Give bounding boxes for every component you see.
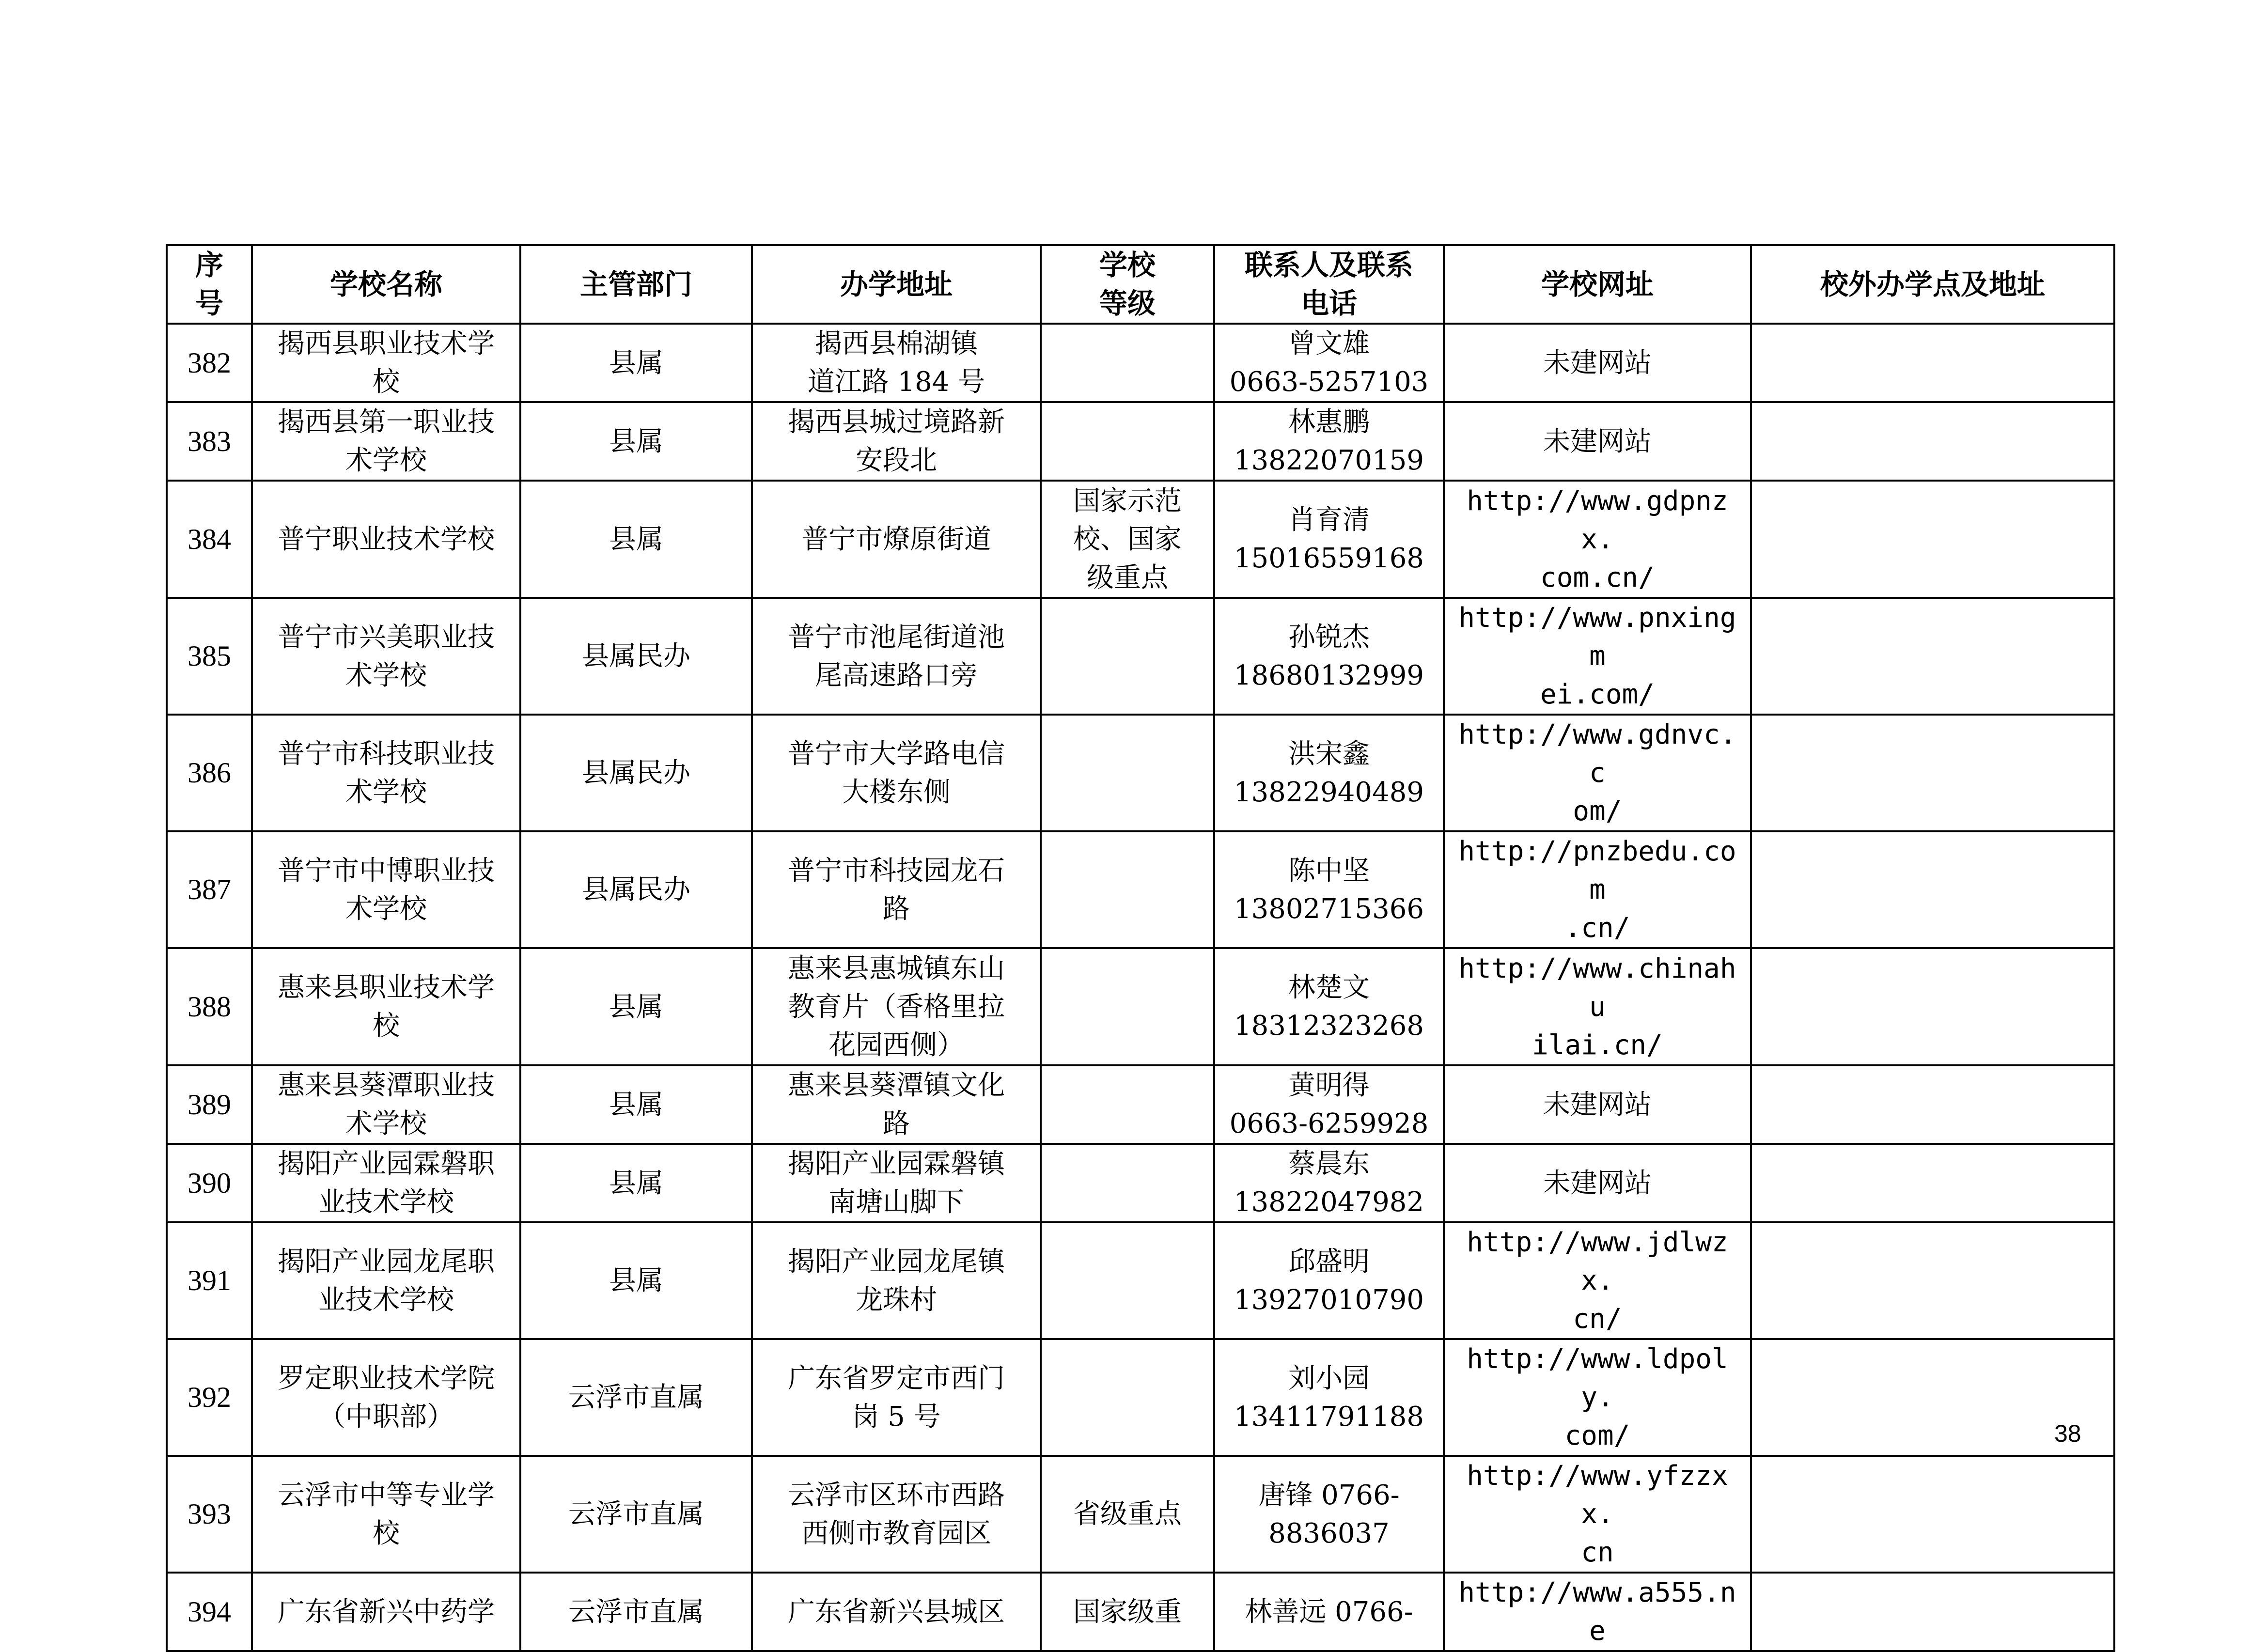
cell-address: 惠来县葵潭镇文化 路 xyxy=(752,1065,1041,1144)
cell-website: http://www.jdlwzx. cn/ xyxy=(1444,1222,1751,1339)
table-row xyxy=(167,948,2114,1065)
cell-address: 普宁市科技园龙石 路 xyxy=(752,831,1041,948)
cell-department: 县属 xyxy=(520,1222,752,1339)
cell-department: 云浮市直属 xyxy=(520,1339,752,1456)
cell-school-name: 惠来县职业技术学 校 xyxy=(252,948,520,1065)
cell-contact: 邱盛明 13927010790 xyxy=(1214,1222,1444,1339)
cell-index: 389 xyxy=(167,1065,252,1144)
cell-contact: 黄明得 0663-6259928 xyxy=(1214,1065,1444,1144)
table-row xyxy=(167,481,2114,598)
cell-level xyxy=(1041,1144,1214,1222)
header-index: 序 号 xyxy=(167,245,252,324)
cell-department: 县属民办 xyxy=(520,831,752,948)
table-body xyxy=(167,324,2114,1651)
cell-contact: 林楚文 18312323268 xyxy=(1214,948,1444,1065)
header-department: 主管部门 xyxy=(520,245,752,324)
cell-school-name: 广东省新兴中药学 xyxy=(252,1573,520,1651)
cell-website: 未建网站 xyxy=(1444,402,1751,481)
cell-branch-sites xyxy=(1751,598,2114,715)
cell-department: 云浮市直属 xyxy=(520,1456,752,1573)
cell-website: http://www.pnxingm ei.com/ xyxy=(1444,598,1751,715)
cell-branch-sites xyxy=(1751,402,2114,481)
table-row xyxy=(167,1222,2114,1339)
cell-level xyxy=(1041,324,1214,402)
cell-contact: 洪宋鑫 13822940489 xyxy=(1214,715,1444,831)
cell-contact: 孙锐杰 18680132999 xyxy=(1214,598,1444,715)
cell-website: 未建网站 xyxy=(1444,1065,1751,1144)
cell-address: 揭阳产业园霖磐镇 南塘山脚下 xyxy=(752,1144,1041,1222)
cell-branch-sites xyxy=(1751,1144,2114,1222)
cell-school-name: 揭西县第一职业技 术学校 xyxy=(252,402,520,481)
cell-department: 县属 xyxy=(520,948,752,1065)
cell-department: 县属 xyxy=(520,1065,752,1144)
cell-index: 386 xyxy=(167,715,252,831)
header-address: 办学地址 xyxy=(752,245,1041,324)
cell-department: 县属民办 xyxy=(520,715,752,831)
table-row xyxy=(167,715,2114,831)
cell-level xyxy=(1041,598,1214,715)
cell-branch-sites xyxy=(1751,948,2114,1065)
cell-level: 国家示范 校、国家 级重点 xyxy=(1041,481,1214,598)
cell-address: 揭阳产业园龙尾镇 龙珠村 xyxy=(752,1222,1041,1339)
cell-contact: 曾文雄 0663-5257103 xyxy=(1214,324,1444,402)
table-row xyxy=(167,831,2114,948)
table-row xyxy=(167,402,2114,481)
cell-address: 揭西县棉湖镇 道江路 184 号 xyxy=(752,324,1041,402)
cell-department: 云浮市直属 xyxy=(520,1573,752,1651)
cell-index: 383 xyxy=(167,402,252,481)
cell-contact: 林善远 0766- xyxy=(1214,1573,1444,1651)
table-row xyxy=(167,1573,2114,1651)
cell-address: 普宁市池尾街道池 尾高速路口旁 xyxy=(752,598,1041,715)
table-row xyxy=(167,324,2114,402)
header-branch-sites: 校外办学点及地址 xyxy=(1751,245,2114,324)
header-level: 学校 等级 xyxy=(1041,245,1214,324)
cell-address: 揭西县城过境路新 安段北 xyxy=(752,402,1041,481)
cell-department: 县属 xyxy=(520,481,752,598)
cell-website: http://www.gdnvc.c om/ xyxy=(1444,715,1751,831)
table-row xyxy=(167,1456,2114,1573)
page-number: 38 xyxy=(2054,1420,2081,1447)
cell-website: http://www.chinahu ilai.cn/ xyxy=(1444,948,1751,1065)
cell-department: 县属民办 xyxy=(520,598,752,715)
cell-address: 惠来县惠城镇东山 教育片（香格里拉 花园西侧） xyxy=(752,948,1041,1065)
cell-school-name: 普宁市中博职业技 术学校 xyxy=(252,831,520,948)
cell-branch-sites xyxy=(1751,481,2114,598)
cell-contact: 唐锋 0766- 8836037 xyxy=(1214,1456,1444,1573)
cell-index: 388 xyxy=(167,948,252,1065)
cell-website: 未建网站 xyxy=(1444,324,1751,402)
cell-address: 云浮市区环市西路 西侧市教育园区 xyxy=(752,1456,1041,1573)
cell-level xyxy=(1041,948,1214,1065)
cell-branch-sites xyxy=(1751,1456,2114,1573)
cell-school-name: 揭阳产业园龙尾职 业技术学校 xyxy=(252,1222,520,1339)
cell-department: 县属 xyxy=(520,1144,752,1222)
cell-index: 393 xyxy=(167,1456,252,1573)
table-row xyxy=(167,1065,2114,1144)
header-website: 学校网址 xyxy=(1444,245,1751,324)
cell-level: 省级重点 xyxy=(1041,1456,1214,1573)
cell-school-name: 云浮市中等专业学 校 xyxy=(252,1456,520,1573)
cell-school-name: 罗定职业技术学院 （中职部） xyxy=(252,1339,520,1456)
cell-contact: 肖育清 15016559168 xyxy=(1214,481,1444,598)
cell-school-name: 普宁市兴美职业技 术学校 xyxy=(252,598,520,715)
cell-level xyxy=(1041,715,1214,831)
cell-school-name: 揭西县职业技术学 校 xyxy=(252,324,520,402)
cell-contact: 陈中坚 13802715366 xyxy=(1214,831,1444,948)
cell-index: 384 xyxy=(167,481,252,598)
cell-address: 普宁市大学路电信 大楼东侧 xyxy=(752,715,1041,831)
cell-website: http://www.yfzzxx. cn xyxy=(1444,1456,1751,1573)
school-table xyxy=(166,244,2115,1652)
cell-level xyxy=(1041,402,1214,481)
cell-level xyxy=(1041,1065,1214,1144)
cell-website: http://pnzbedu.com .cn/ xyxy=(1444,831,1751,948)
cell-school-name: 普宁职业技术学校 xyxy=(252,481,520,598)
cell-index: 390 xyxy=(167,1144,252,1222)
cell-contact: 蔡晨东 13822047982 xyxy=(1214,1144,1444,1222)
cell-department: 县属 xyxy=(520,324,752,402)
cell-index: 387 xyxy=(167,831,252,948)
cell-index: 391 xyxy=(167,1222,252,1339)
cell-level xyxy=(1041,1339,1214,1456)
cell-branch-sites xyxy=(1751,831,2114,948)
cell-website: http://www.gdpnzx. com.cn/ xyxy=(1444,481,1751,598)
cell-website: http://www.a555.ne xyxy=(1444,1573,1751,1651)
cell-branch-sites xyxy=(1751,324,2114,402)
cell-contact: 刘小园 13411791188 xyxy=(1214,1339,1444,1456)
cell-website: http://www.ldpoly. com/ xyxy=(1444,1339,1751,1456)
cell-index: 385 xyxy=(167,598,252,715)
cell-level xyxy=(1041,1222,1214,1339)
cell-index: 382 xyxy=(167,324,252,402)
cell-branch-sites xyxy=(1751,1573,2114,1651)
cell-branch-sites xyxy=(1751,715,2114,831)
cell-index: 394 xyxy=(167,1573,252,1651)
cell-index: 392 xyxy=(167,1339,252,1456)
cell-branch-sites xyxy=(1751,1065,2114,1144)
cell-level xyxy=(1041,831,1214,948)
table-row xyxy=(167,1144,2114,1222)
cell-branch-sites xyxy=(1751,1222,2114,1339)
cell-contact: 林惠鹏 13822070159 xyxy=(1214,402,1444,481)
cell-website: 未建网站 xyxy=(1444,1144,1751,1222)
cell-department: 县属 xyxy=(520,402,752,481)
table-row xyxy=(167,598,2114,715)
header-contact: 联系人及联系 电话 xyxy=(1214,245,1444,324)
cell-school-name: 普宁市科技职业技 术学校 xyxy=(252,715,520,831)
cell-level: 国家级重 xyxy=(1041,1573,1214,1651)
cell-school-name: 揭阳产业园霖磐职 业技术学校 xyxy=(252,1144,520,1222)
header-school-name: 学校名称 xyxy=(252,245,520,324)
cell-school-name: 惠来县葵潭职业技 术学校 xyxy=(252,1065,520,1144)
cell-address: 普宁市燎原街道 xyxy=(752,481,1041,598)
cell-address: 广东省罗定市西门 岗 5 号 xyxy=(752,1339,1041,1456)
header-row xyxy=(167,245,2114,324)
table-row xyxy=(167,1339,2114,1456)
cell-address: 广东省新兴县城区 xyxy=(752,1573,1041,1651)
